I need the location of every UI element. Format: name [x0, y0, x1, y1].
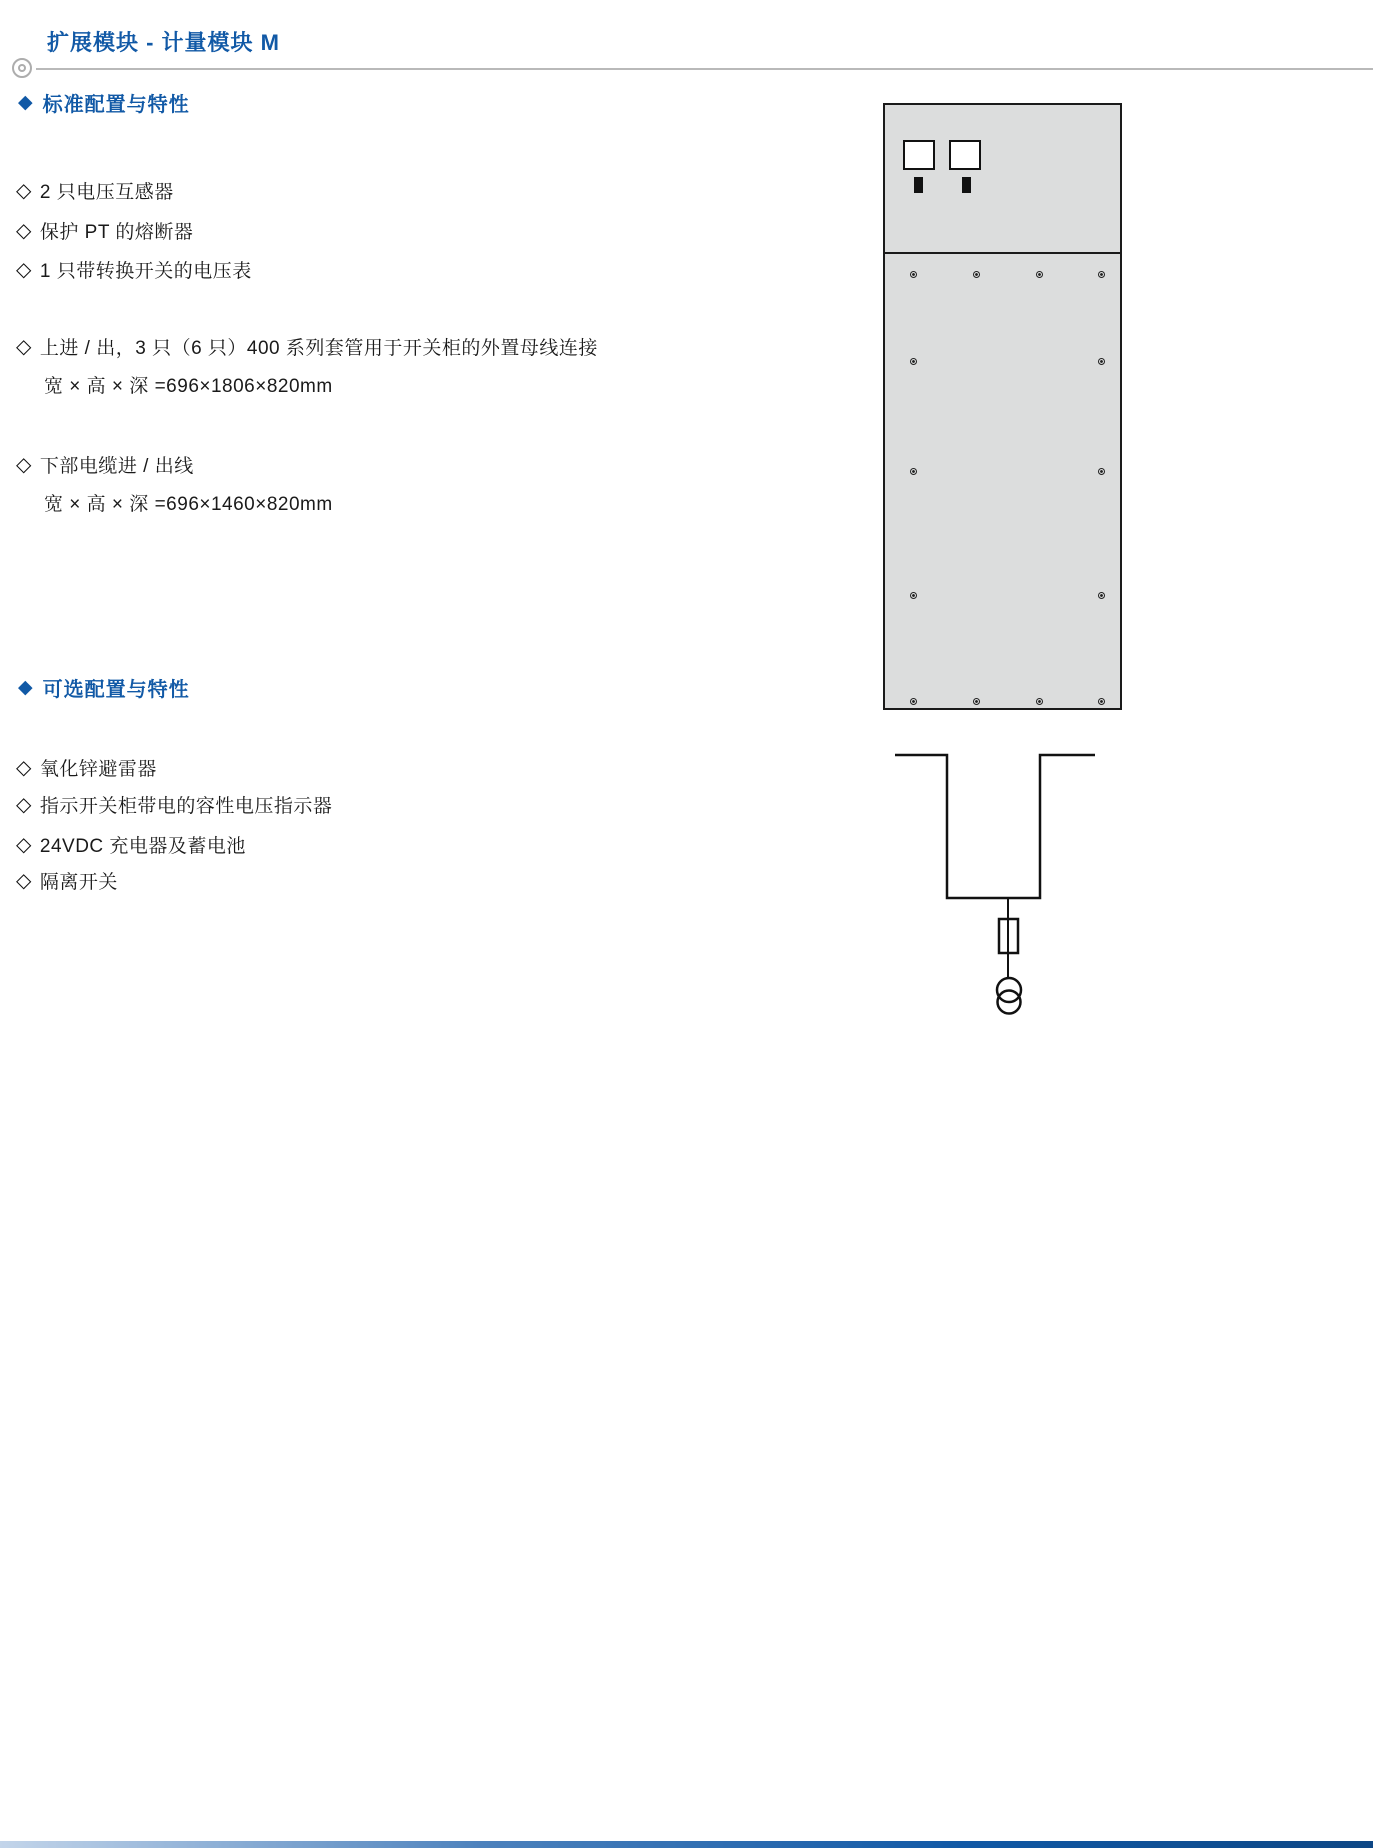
screw-icon — [1098, 592, 1105, 599]
cabinet-latch — [914, 177, 923, 193]
list-item — [16, 333, 598, 360]
list-item — [16, 451, 194, 478]
list-item — [16, 831, 246, 858]
footer-accent-bar — [0, 1841, 1373, 1848]
cabinet-front-view — [883, 103, 1122, 710]
list-item — [16, 256, 252, 283]
screw-icon — [1098, 271, 1105, 278]
section-heading-label: 可选配置与特性 — [42, 679, 190, 701]
list-item-label: 隔离开关 — [39, 872, 118, 893]
screw-icon — [910, 698, 917, 705]
screw-icon — [910, 358, 917, 365]
screw-icon — [1036, 698, 1043, 705]
cabinet-panel-divider — [885, 252, 1120, 254]
hollow-diamond-icon: ◇ — [16, 335, 32, 358]
hollow-diamond-icon: ◇ — [16, 179, 32, 202]
screw-icon — [910, 468, 917, 475]
list-item-label: 1 只带转换开关的电压表 — [39, 261, 252, 282]
hollow-diamond-icon: ◇ — [16, 833, 32, 856]
section-heading-optional — [18, 673, 190, 702]
section-heading-label: 标准配置与特性 — [42, 94, 190, 116]
filled-diamond-icon: ◆ — [18, 677, 34, 698]
metering-single-line-diagram — [880, 740, 1130, 1030]
list-item-label: 2 只电压互感器 — [39, 182, 174, 203]
ring-ornament-inner-icon — [18, 64, 26, 72]
cabinet-window — [903, 140, 935, 170]
list-item-label: 氧化锌避雷器 — [39, 759, 157, 780]
hollow-diamond-icon: ◇ — [16, 756, 32, 779]
list-item — [16, 177, 174, 204]
screw-icon — [973, 271, 980, 278]
hollow-diamond-icon: ◇ — [16, 869, 32, 892]
list-item — [16, 867, 118, 894]
cabinet-window — [949, 140, 981, 170]
page-title: 扩展模块 - 计量模块 M — [47, 30, 280, 55]
busbar-line — [895, 755, 1095, 898]
list-item — [16, 791, 332, 818]
screw-icon — [973, 698, 980, 705]
list-item — [16, 754, 157, 781]
screw-icon — [1098, 358, 1105, 365]
list-item-label: 上进 / 出，3 只（6 只）400 系列套管用于开关柜的外置母线连接 — [39, 338, 598, 359]
dimension-line: 宽 × 高 × 深 =696×1460×820mm — [44, 494, 333, 515]
screw-icon — [1036, 271, 1043, 278]
ring-ornament-icon — [12, 58, 32, 78]
hollow-diamond-icon: ◇ — [16, 793, 32, 816]
hollow-diamond-icon: ◇ — [16, 219, 32, 242]
screw-icon — [910, 592, 917, 599]
list-item-label: 24VDC 充电器及蓄电池 — [39, 836, 246, 857]
filled-diamond-icon: ◆ — [18, 92, 34, 113]
list-item — [16, 217, 193, 244]
cabinet-latch — [962, 177, 971, 193]
hollow-diamond-icon: ◇ — [16, 258, 32, 281]
list-item-label: 指示开关柜带电的容性电压指示器 — [39, 796, 333, 817]
section-heading-standard — [18, 88, 190, 117]
list-item-label: 下部电缆进 / 出线 — [39, 456, 194, 477]
screw-icon — [1098, 468, 1105, 475]
dimension-line: 宽 × 高 × 深 =696×1806×820mm — [44, 376, 333, 397]
header-divider — [36, 68, 1373, 70]
list-item-label: 保护 PT 的熔断器 — [39, 222, 194, 243]
screw-icon — [1098, 698, 1105, 705]
screw-icon — [910, 271, 917, 278]
hollow-diamond-icon: ◇ — [16, 453, 32, 476]
